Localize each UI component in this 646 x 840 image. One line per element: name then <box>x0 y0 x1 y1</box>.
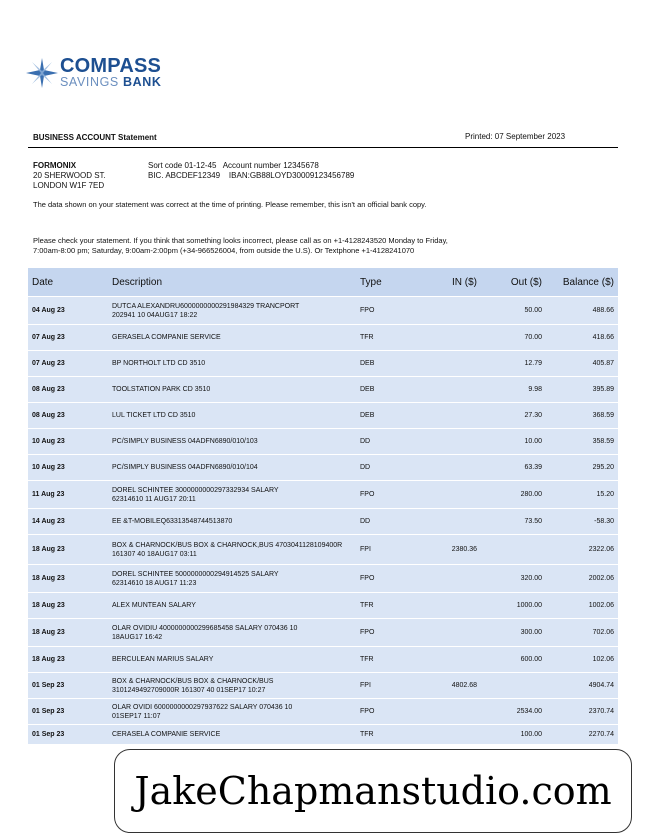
row-description-line-1: OLAR OVIDI 6000000000297937622 SALARY 070436 10 <box>112 703 293 711</box>
row-description-line-1: BP NORTHOLT LTD CD 3510 <box>112 360 206 367</box>
row-in <box>416 429 481 455</box>
row-balance: 702.06 <box>546 619 618 647</box>
row-description <box>108 377 356 403</box>
table-row <box>28 455 618 481</box>
row-balance: 295.20 <box>546 455 618 481</box>
row-type: DD <box>356 455 416 481</box>
row-date: 04 Aug 23 <box>28 297 108 325</box>
row-date: 07 Aug 23 <box>28 351 108 377</box>
row-date: 01 Sep 23 <box>28 725 108 745</box>
row-balance: -58.30 <box>546 509 618 535</box>
row-description-line-2: 161307 40 18AUG17 03:11 <box>112 550 197 558</box>
row-in: 2380.36 <box>416 535 481 565</box>
row-date: 10 Aug 23 <box>28 429 108 455</box>
header-description: Description <box>108 268 356 297</box>
row-out <box>481 673 546 699</box>
table-row <box>28 351 618 377</box>
header-balance: Balance ($) <box>546 268 618 297</box>
header-divider <box>28 147 618 148</box>
row-balance: 488.66 <box>546 297 618 325</box>
row-description <box>108 429 356 455</box>
row-date: 08 Aug 23 <box>28 403 108 429</box>
row-out: 600.00 <box>481 647 546 673</box>
row-description-line-2: 01SEP17 11:07 <box>112 712 161 720</box>
row-in <box>416 455 481 481</box>
row-description-line-1: TOOLSTATION PARK CD 3510 <box>112 386 211 393</box>
compass-star-icon <box>26 58 58 88</box>
row-description-line-1: GERASELA COMPANIE SERVICE <box>112 334 221 341</box>
row-out: 12.79 <box>481 351 546 377</box>
customer-name: FORMONIX <box>33 161 77 170</box>
row-description <box>108 725 356 745</box>
address-line-2: LONDON W1F 7ED <box>33 181 105 190</box>
row-type: FPO <box>356 297 416 325</box>
row-description-line-1: EE &T-MOBILEQ63313548744513870 <box>112 518 233 525</box>
row-description <box>108 455 356 481</box>
row-description-line-2: 3101249492709000R 161307 40 01SEP17 10:27 <box>112 686 266 694</box>
row-balance: 395.89 <box>546 377 618 403</box>
row-description-line-1: CERASELA COMPANIE SERVICE <box>112 731 221 738</box>
table-row <box>28 699 618 725</box>
row-description-line-1: LUL TICKET LTD CD 3510 <box>112 412 196 419</box>
row-date: 18 Aug 23 <box>28 647 108 673</box>
row-out: 10.00 <box>481 429 546 455</box>
row-out <box>481 535 546 565</box>
row-description-line-1: DOREL SCHINTEE 5000000000294914525 SALARY <box>112 570 279 578</box>
table-row <box>28 403 618 429</box>
row-description-line-1: OLAR OVIDIU 4000000000299685458 SALARY 070436 10 <box>112 624 298 632</box>
statement-title: BUSINESS ACCOUNT Statement <box>33 133 157 142</box>
row-out: 320.00 <box>481 565 546 593</box>
row-description-line-1: BOX & CHARNOCK/BUS BOX & CHARNOCK/BUS <box>112 677 274 685</box>
row-in <box>416 351 481 377</box>
row-description <box>108 403 356 429</box>
row-out: 27.30 <box>481 403 546 429</box>
table-row <box>28 673 618 699</box>
row-type: FPO <box>356 699 416 725</box>
bic-iban-line: BIC. ABCDEF12349 IBAN:GB88LOYD30009123456789 <box>148 171 355 180</box>
row-balance: 1002.06 <box>546 593 618 619</box>
row-type: TFR <box>356 325 416 351</box>
row-out: 9.98 <box>481 377 546 403</box>
row-description-line-2: 62314610 18 AUG17 11:23 <box>112 579 197 587</box>
row-type: FPO <box>356 619 416 647</box>
table-row <box>28 647 618 673</box>
table-row <box>28 509 618 535</box>
row-balance: 15.20 <box>546 481 618 509</box>
row-description-line-1: BERCULEAN MARIUS SALARY <box>112 656 214 663</box>
row-description-line-2: 18AUG17 16:42 <box>112 633 163 641</box>
row-description-line-1: DOREL SCHINTEE 3000000000297332934 SALARY <box>112 486 279 494</box>
row-balance: 2322.06 <box>546 535 618 565</box>
row-balance: 102.06 <box>546 647 618 673</box>
transactions-table <box>28 268 618 745</box>
row-type: DD <box>356 509 416 535</box>
account-details <box>148 161 408 181</box>
header-type: Type <box>356 268 416 297</box>
header-out: Out ($) <box>481 268 546 297</box>
row-description <box>108 647 356 673</box>
row-type: DD <box>356 429 416 455</box>
table-row <box>28 297 618 325</box>
check-statement-notice: Please check your statement. If you think that something looks incorrect, please call as on +1-4128243520 Monday to Friday, 7:00am-8:00 pm; Saturday, 9:00am-2:00pm (+34-966526004, from outside the U.S). Or Textphone +1-4128241070 <box>33 236 448 255</box>
row-out: 100.00 <box>481 725 546 745</box>
row-date: 01 Sep 23 <box>28 699 108 725</box>
row-type: DEB <box>356 403 416 429</box>
table-row <box>28 593 618 619</box>
row-type: FPI <box>356 535 416 565</box>
row-description <box>108 565 356 593</box>
row-description-line-1: PC/SIMPLY BUSINESS 04ADFN6890/010/103 <box>112 438 258 445</box>
header-date: Date <box>28 268 108 297</box>
row-out: 73.50 <box>481 509 546 535</box>
bank-subname-b: BANK <box>122 75 162 89</box>
row-in <box>416 699 481 725</box>
row-in <box>416 647 481 673</box>
sort-code-line: Sort code 01-12-45 Account number 12345678 <box>148 161 319 170</box>
row-balance: 2370.74 <box>546 699 618 725</box>
bank-subname <box>60 75 161 89</box>
row-type: TFR <box>356 593 416 619</box>
row-type: FPI <box>356 673 416 699</box>
row-date: 01 Sep 23 <box>28 673 108 699</box>
row-date: 18 Aug 23 <box>28 535 108 565</box>
row-date: 10 Aug 23 <box>28 455 108 481</box>
row-description-line-1: DUTCA ALEXANDRU6000000000291984329 TRANCPORT <box>112 302 300 310</box>
row-description-line-2: 62314610 11 AUG17 20:11 <box>112 495 196 503</box>
accuracy-notice: The data shown on your statement was correct at the time of printing. Please remember, this isn't an official bank copy. <box>33 200 427 209</box>
row-in <box>416 725 481 745</box>
bank-logo <box>26 56 176 92</box>
table-row <box>28 535 618 565</box>
watermark-banner: JakeChapmanstudio.com <box>114 749 632 833</box>
table-row <box>28 377 618 403</box>
row-in <box>416 325 481 351</box>
row-description <box>108 673 356 699</box>
row-description-line-2: 202941 10 04AUG17 18:22 <box>112 311 198 319</box>
row-out: 63.39 <box>481 455 546 481</box>
row-type: TFR <box>356 647 416 673</box>
row-date: 18 Aug 23 <box>28 619 108 647</box>
table-row <box>28 481 618 509</box>
row-in <box>416 509 481 535</box>
row-type: DEB <box>356 377 416 403</box>
row-date: 18 Aug 23 <box>28 565 108 593</box>
row-balance: 2002.06 <box>546 565 618 593</box>
row-balance: 358.59 <box>546 429 618 455</box>
table-row <box>28 619 618 647</box>
row-in <box>416 593 481 619</box>
row-balance: 4904.74 <box>546 673 618 699</box>
row-in: 4802.68 <box>416 673 481 699</box>
printed-date: Printed: 07 September 2023 <box>465 132 566 141</box>
row-description <box>108 481 356 509</box>
row-out: 2534.00 <box>481 699 546 725</box>
row-out: 1000.00 <box>481 593 546 619</box>
row-date: 18 Aug 23 <box>28 593 108 619</box>
table-row <box>28 725 618 745</box>
row-out: 50.00 <box>481 297 546 325</box>
row-description <box>108 325 356 351</box>
row-in <box>416 565 481 593</box>
row-type: FPO <box>356 481 416 509</box>
table-header-row <box>28 268 618 297</box>
row-type: TFR <box>356 725 416 745</box>
row-description <box>108 619 356 647</box>
row-description <box>108 509 356 535</box>
row-out: 70.00 <box>481 325 546 351</box>
row-out: 280.00 <box>481 481 546 509</box>
bank-name: COMPASS <box>60 55 162 77</box>
row-in <box>416 297 481 325</box>
row-in <box>416 377 481 403</box>
row-description <box>108 535 356 565</box>
table-row <box>28 325 618 351</box>
table-row <box>28 565 618 593</box>
row-description <box>108 351 356 377</box>
row-type: FPO <box>356 565 416 593</box>
row-date: 14 Aug 23 <box>28 509 108 535</box>
row-in <box>416 403 481 429</box>
bank-subname-a: SAVINGS <box>60 75 119 89</box>
row-balance: 418.66 <box>546 325 618 351</box>
row-out: 300.00 <box>481 619 546 647</box>
row-in <box>416 619 481 647</box>
customer-address <box>33 161 143 191</box>
row-balance: 2270.74 <box>546 725 618 745</box>
row-balance: 405.87 <box>546 351 618 377</box>
row-description-line-1: ALEX MUNTEAN SALARY <box>112 602 196 609</box>
table-row <box>28 429 618 455</box>
row-description <box>108 297 356 325</box>
row-description <box>108 699 356 725</box>
row-in <box>416 481 481 509</box>
row-description-line-1: BOX & CHARNOCK/BUS BOX & CHARNOCK,BUS 4703041128109400R <box>112 541 343 549</box>
row-type: DEB <box>356 351 416 377</box>
row-date: 08 Aug 23 <box>28 377 108 403</box>
row-balance: 368.59 <box>546 403 618 429</box>
header-in: IN ($) <box>416 268 481 297</box>
row-description-line-1: PC/SIMPLY BUSINESS 04ADFN6890/010/104 <box>112 464 258 471</box>
address-line-1: 20 SHERWOOD ST. <box>33 171 106 180</box>
row-date: 11 Aug 23 <box>28 481 108 509</box>
row-date: 07 Aug 23 <box>28 325 108 351</box>
row-description <box>108 593 356 619</box>
